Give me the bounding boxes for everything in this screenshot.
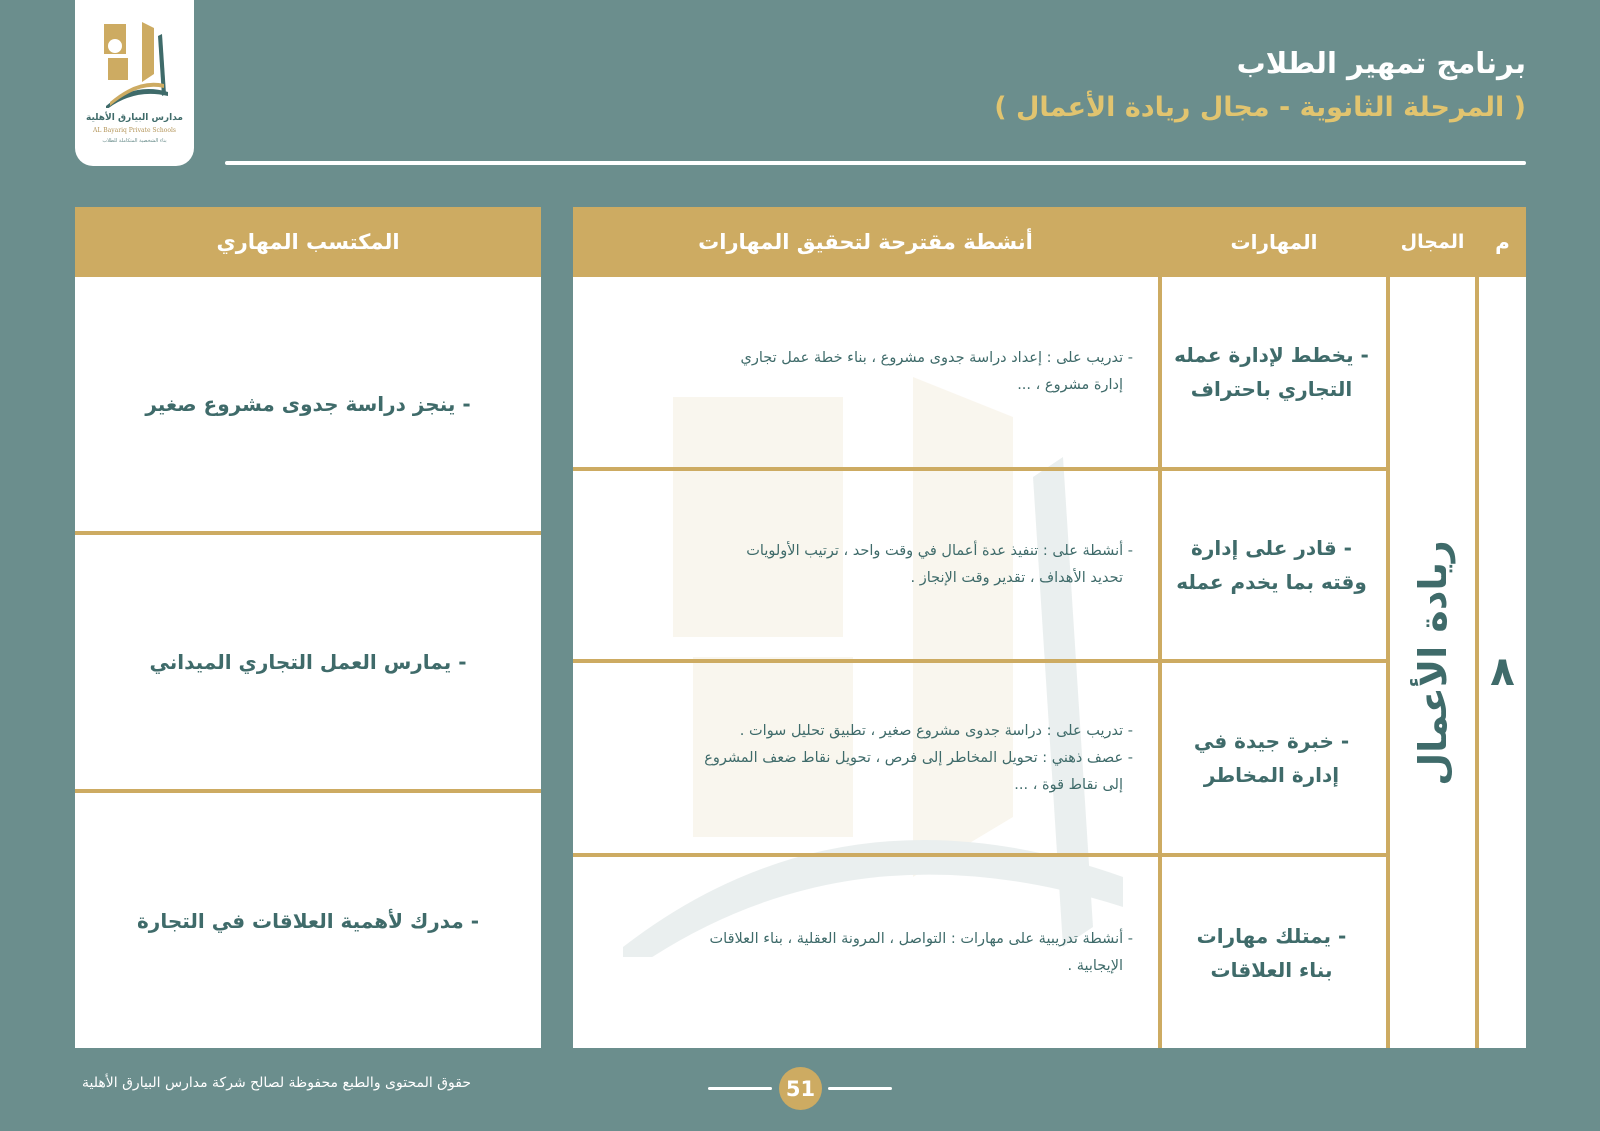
acquired-item: - مدرك لأهمية العلاقات في التجارة (137, 908, 480, 933)
activity-line: - عصف ذهني : تحويل المخاطر إلى فرص ، تحويل نقاط ضعف المشروع (704, 749, 1133, 766)
logo-emblem-icon (98, 16, 172, 108)
skill-line: - يخطط لإدارة عمله (1174, 343, 1369, 367)
skill-line: وقته بما يخدم عمله (1176, 570, 1367, 594)
skill-line: إدارة المخاطر (1203, 763, 1340, 787)
skill-line: بناء العلاقات (1210, 957, 1333, 982)
header-field: المجال (1390, 207, 1475, 277)
activity-line: إلى نقاط قوة ، ... (1014, 776, 1123, 793)
skill-cell (1157, 663, 1386, 853)
activity-cell (613, 663, 1133, 853)
skills-table (573, 207, 1526, 1048)
activity-line: إدارة مشروع ، ... (1017, 377, 1123, 393)
activity-line: - أنشطة على : تنفيذ عدة أعمال في وقت واحد ، ترتيب الأولويات (746, 543, 1133, 559)
activity-cell (613, 857, 1133, 1048)
logo-name-en: AL Bayariq Private Schools (93, 127, 176, 134)
header-divider (225, 161, 1526, 165)
skill-cell (1157, 277, 1386, 467)
activity-line: تحديد الأهداف ، تقدير وقت الإنجاز . (910, 570, 1123, 586)
activity-line: الإيجابية . (1067, 957, 1123, 974)
header-num: م (1479, 207, 1526, 277)
logo-tagline: بناء الشخصية المتكاملة للطلاب (102, 138, 167, 144)
page-number-line (708, 1087, 772, 1090)
page-number-line (828, 1087, 892, 1090)
page-number: 51 (779, 1067, 822, 1110)
column-divider (1475, 207, 1479, 1048)
page-subtitle: ( المرحلة الثانوية - مجال ريادة الأعمال ) (994, 92, 1526, 123)
acquired-skills-table (75, 207, 541, 1048)
school-logo (75, 0, 194, 166)
acquired-item: - ينجز دراسة جدوى مشروع صغير (145, 392, 471, 416)
logo-name-ar: مدارس البيارق الأهلية (86, 113, 183, 123)
skill-line: التجاري باحتراف (1190, 377, 1353, 401)
skill-line: - خبرة جيدة في (1193, 729, 1350, 753)
activity-cell (613, 471, 1133, 659)
activity-line: - تدريب على : إعداد دراسة جدوى مشروع ، بناء خطة عمل تجاري (740, 350, 1133, 366)
header-acquired: المكتسب المهاري (75, 207, 541, 277)
skill-line: - يمتلك مهارات (1196, 923, 1347, 948)
activity-line: - تدريب على : دراسة جدوى مشروع صغير ، تطبيق تحليل سوات . (739, 722, 1133, 739)
copyright-notice: حقوق المحتوى والطبع محفوظة لصالح شركة مدارس البيارق الأهلية (82, 1075, 472, 1091)
acquired-item: - يمارس العمل التجاري الميداني (149, 650, 467, 674)
header-skills: المهارات (1162, 207, 1386, 277)
activity-line: - أنشطة تدريبية على مهارات : التواصل ، المرونة العقلية ، بناء العلاقات (709, 930, 1133, 947)
activity-cell (613, 277, 1133, 467)
skill-cell (1157, 857, 1386, 1048)
field-name: ريادة الأعمال (1410, 539, 1455, 786)
skill-line: - قادر على إدارة (1191, 536, 1352, 560)
page-title: برنامج تمهير الطلاب (1236, 46, 1526, 80)
row-number: ٨ (1490, 649, 1515, 695)
skill-cell (1157, 471, 1386, 659)
header-activities: أنشطة مقترحة لتحقيق المهارات (573, 207, 1158, 277)
field-cell (1390, 277, 1475, 1048)
